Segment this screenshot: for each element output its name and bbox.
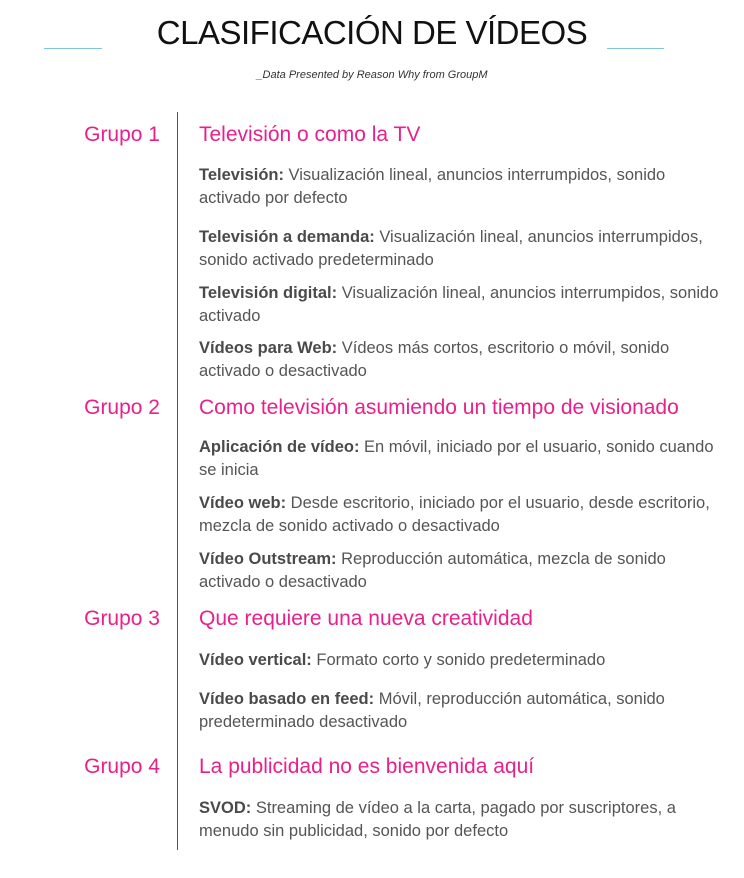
item-text: Streaming de vídeo a la carta, pagado por suscriptores, a menudo sin publicidad, sonido por defecto: [199, 799, 676, 840]
group-2-item-3: [199, 548, 729, 593]
group-2-item-2: [199, 492, 729, 537]
item-term: Vídeo basado en feed:: [199, 690, 375, 708]
group-3-item-2: [199, 688, 729, 733]
item-text: Móvil, reproducción automática, sonido predeterminado desactivado: [199, 690, 665, 731]
item-term: SVOD:: [199, 799, 252, 817]
group-3-item-1: [199, 649, 729, 672]
item-text: Visualización lineal, anuncios interrumpidos, sonido activado predeterminado: [199, 228, 703, 269]
group-2-item-1: [199, 436, 729, 481]
group-1-heading: Televisión o como la TV: [199, 123, 421, 146]
group-3-label: Grupo 3: [84, 607, 160, 630]
item-text: Formato corto y sonido predeterminado: [311, 651, 606, 669]
item-text: Vídeos más cortos, escritorio o móvil, sonido activado o desactivado: [199, 339, 670, 380]
item-text: En móvil, iniciado por el usuario, sonido cuando se inicia: [199, 438, 714, 479]
group-3-heading: Que requiere una nueva creatividad: [199, 607, 533, 630]
group-4-label: Grupo 4: [84, 755, 160, 778]
item-term: Televisión:: [199, 166, 284, 184]
group-1-item-2: [199, 226, 729, 271]
item-term: Vídeo web:: [199, 494, 287, 512]
item-term: Aplicación de vídeo:: [199, 438, 360, 456]
group-1-item-3: [199, 282, 729, 327]
item-term: Vídeo Outstream:: [199, 550, 337, 568]
source-subtitle: _Data Presented by Reason Why from GroupM: [256, 69, 488, 81]
item-text: Visualización lineal, anuncios interrumpidos, sonido activado: [199, 284, 719, 325]
group-4-heading: La publicidad no es bienvenida aquí: [199, 755, 535, 778]
group-2-label: Grupo 2: [84, 396, 160, 419]
group-1-item-4: [199, 337, 729, 382]
title-rule-right: [607, 48, 664, 49]
item-text: Reproducción automática, mezcla de sonido activado o desactivado: [199, 550, 666, 591]
group-1-item-1: [199, 164, 729, 209]
item-text: Desde escritorio, iniciado por el usuario, desde escritorio, mezcla de sonido activado o desactivado: [199, 494, 710, 535]
item-term: Televisión digital:: [199, 284, 338, 302]
item-term: Televisión a demanda:: [199, 228, 375, 246]
group-4-item-1: [199, 797, 729, 842]
page-title: CLASIFICACIÓN DE VÍDEOS: [156, 14, 588, 51]
item-text: Visualización lineal, anuncios interrumpidos, sonido activado por defecto: [199, 166, 666, 207]
title-rule-left: [44, 48, 102, 49]
group-2-heading: Como televisión asumiendo un tiempo de visionado: [199, 396, 679, 419]
group-1-label: Grupo 1: [84, 123, 160, 146]
item-term: Vídeo vertical:: [199, 651, 312, 669]
item-term: Vídeos para Web:: [199, 339, 338, 357]
vertical-divider: [177, 112, 178, 850]
